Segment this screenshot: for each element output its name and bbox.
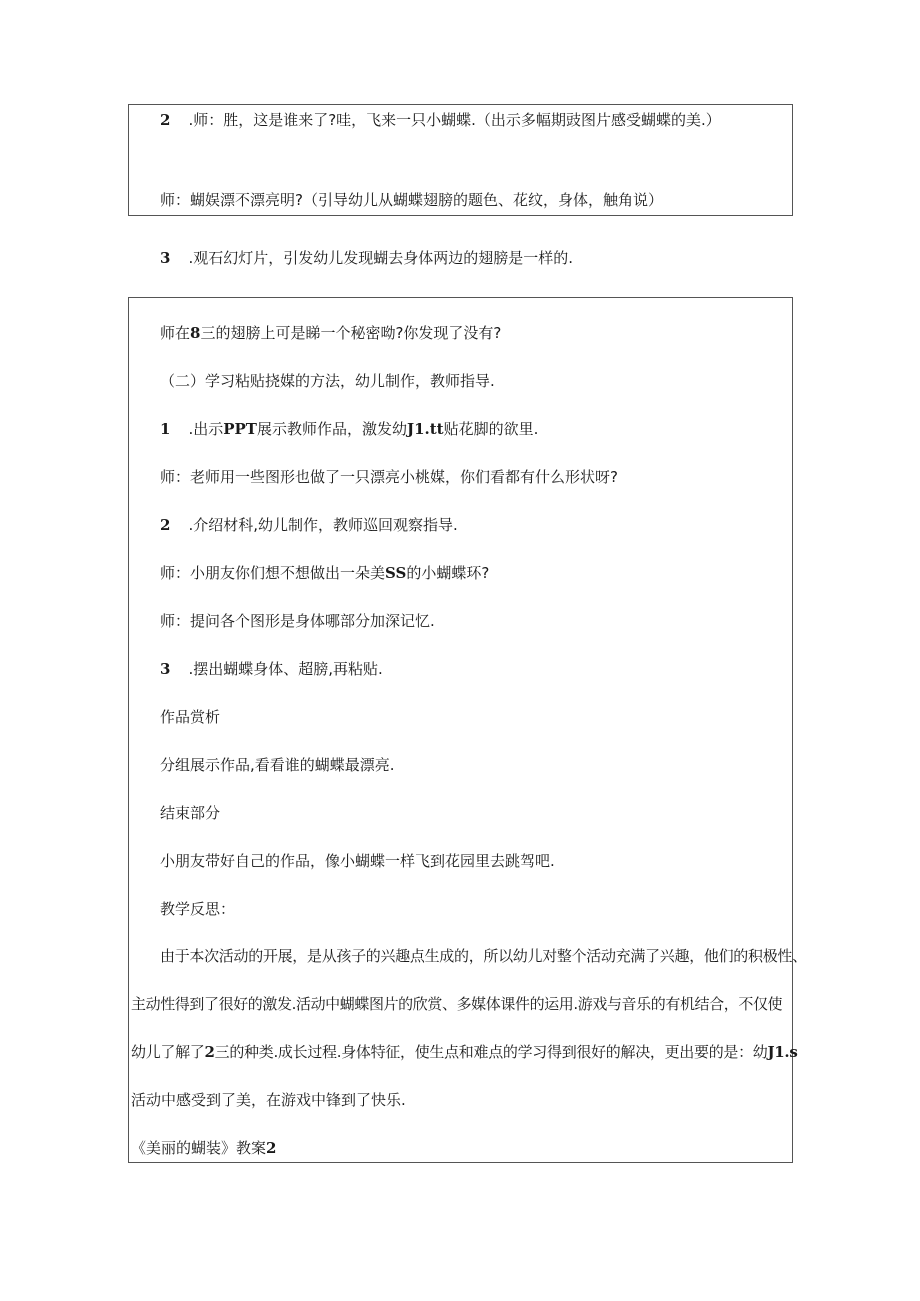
heading-text: （二）学习粘贴挠媒的方法，幼儿制作，教师指导. — [160, 372, 495, 390]
step-2-line — [160, 515, 458, 535]
heading-text: 教学反思： — [160, 900, 236, 918]
reflection-title — [160, 899, 235, 919]
item-number: 2 — [160, 516, 171, 534]
text-part: .摆出蝴蝶身体、超膀,再粘贴. — [188, 660, 383, 678]
text-part: 2 — [266, 1139, 277, 1157]
text-part: 三的翅膀上可是睇一个秘密呦?你发现了没有? — [200, 324, 502, 342]
text-part: 三的种类.成长过程.身体特征，使生点和难点的学习得到很好的解决，更出要的是：幼 — [214, 1043, 768, 1061]
text-part: J1.tt — [406, 420, 444, 438]
part-2-heading — [160, 371, 495, 391]
text-part: 幼儿了解了 — [131, 1043, 205, 1061]
heading-text: 作品赏析 — [160, 708, 221, 726]
item-number: 1 — [160, 420, 171, 438]
step-1-line — [160, 419, 538, 439]
text-part: 活动中感受到了美，在游戏中锋到了快乐. — [131, 1091, 406, 1109]
text-part: 师在 — [160, 324, 191, 342]
ending-title — [160, 803, 220, 823]
item-text: .观石幻灯片，引发幼儿发现蝴去身体两边的翅膀是一样的. — [188, 249, 573, 267]
item-number: 2 — [160, 111, 171, 129]
item-text: .师：胜，这是谁来了?哇，飞来一只小蝴蝶.（出示多幅期豉图片感受蝴蝶的美.） — [188, 111, 721, 129]
step-3-line — [160, 659, 383, 679]
text-part: PPT — [223, 420, 257, 438]
text-part: 师：小朋友你们想不想做出一朵美 — [160, 564, 386, 582]
text-part: 分组展示作品,看看谁的蝴蝶最漂亮. — [160, 756, 395, 774]
text-part: SS — [385, 564, 407, 582]
teacher-make-line — [160, 563, 489, 583]
teacher-question-text: 师：蝴娱漂不漂亮明?（引导幼儿从蝴蝶翅膀的题色、花纹，身体，触角说） — [160, 191, 663, 209]
teacher-shapes-line — [160, 467, 618, 487]
item-2-line — [160, 110, 721, 130]
reflection-line-1 — [160, 946, 807, 966]
item-3-line — [160, 248, 573, 268]
text-part: 的小蝴蝶环? — [406, 564, 490, 582]
works-text-line — [160, 755, 395, 775]
text-part: 《美丽的蝴装》教案 — [131, 1139, 267, 1157]
secret-question-line — [160, 323, 501, 343]
works-title — [160, 707, 220, 727]
teacher-question-line — [160, 190, 663, 210]
item-number: 3 — [160, 660, 171, 678]
reflection-line-2 — [131, 994, 782, 1014]
teacher-ask-parts-line — [160, 611, 435, 631]
next-lesson-title — [131, 1138, 276, 1158]
text-part: J1.s — [767, 1043, 798, 1061]
text-part: 贴花脚的欲里. — [443, 420, 539, 438]
ending-text-line — [160, 851, 555, 871]
text-part: 2 — [204, 1043, 215, 1061]
text-part: 由于本次活动的开展，是从孩子的兴趣点生成的，所以幼儿对整个活动充满了兴趣，他们的积极性、 — [160, 947, 807, 965]
text-part: 小朋友带好自己的作品，像小蝴蝶一样飞到花园里去跳驾吧. — [160, 852, 555, 870]
text-part: 展示教师作品，激发幼 — [256, 420, 407, 438]
text-part: 8 — [190, 324, 201, 342]
reflection-line-4 — [131, 1090, 406, 1110]
text-part: .出示 — [188, 420, 224, 438]
reflection-line-3 — [131, 1042, 798, 1062]
item-number: 3 — [160, 249, 171, 267]
text-part: 师：老师用一些图形也做了一只漂亮小桃媒，你们看都有什么形状呀? — [160, 468, 618, 486]
text-part: 主动性得到了很好的激发.活动中蝴蝶图片的欣赏、多媒体课件的运用.游戏与音乐的有机结合，不仅使 — [131, 995, 783, 1013]
text-part: 师：提问各个图形是身体哪部分加深记忆. — [160, 612, 435, 630]
text-part: .介绍材科,幼儿制作，教师巡回观察指导. — [188, 516, 458, 534]
heading-text: 结束部分 — [160, 804, 221, 822]
